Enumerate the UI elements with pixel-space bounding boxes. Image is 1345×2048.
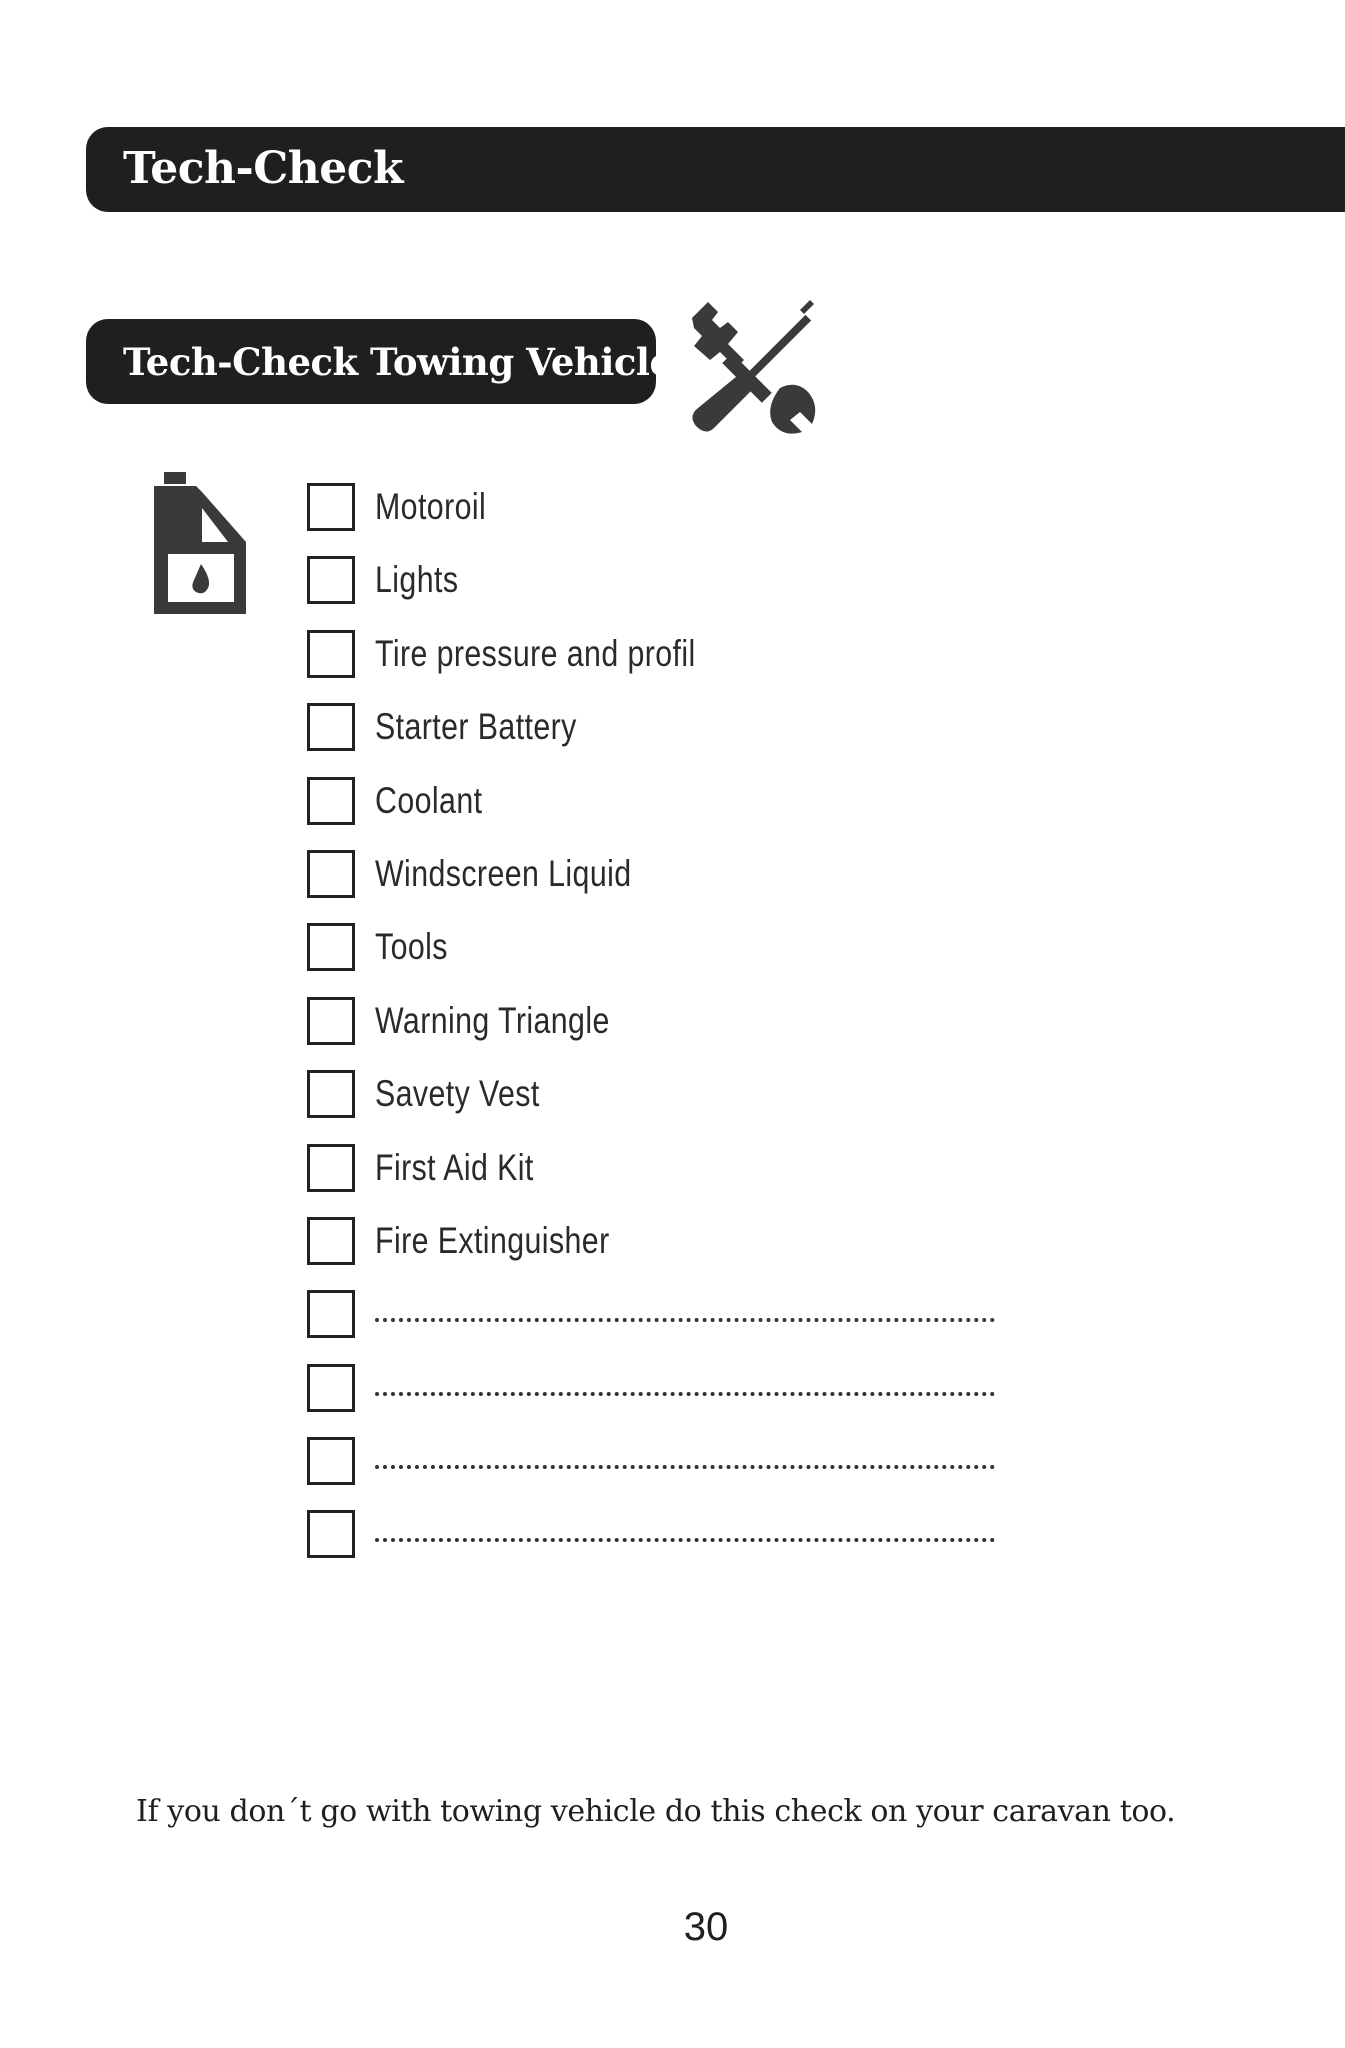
checklist-item [307,1070,995,1143]
checklist-item-label: Starter Battery [375,706,577,748]
blank-checklist-item [307,1437,995,1510]
dotted-write-in-line[interactable] [375,1318,995,1322]
checklist-item [307,703,995,776]
checklist-item-label: Tools [375,926,448,968]
checkbox[interactable] [307,1144,355,1192]
checklist-item-label: Lights [375,559,459,601]
checkbox[interactable] [307,703,355,751]
checkbox[interactable] [307,1070,355,1118]
page-header-bar [86,127,1345,212]
checklist-item [307,997,995,1070]
checkbox[interactable] [307,1290,355,1338]
blank-checklist-item [307,1290,995,1363]
checklist-item [307,1217,995,1290]
page-title: Tech-Check [123,143,404,194]
checklist-item-label: Motoroil [375,486,487,527]
checklist-item [307,850,995,923]
checklist-item-label: Fire Extinguisher [375,1219,610,1261]
checklist [307,483,995,1584]
checkbox[interactable] [307,1510,355,1558]
checklist-item-label: Savety Vest [375,1073,540,1115]
checklist-item [307,630,995,703]
checkbox[interactable] [307,1217,355,1265]
dotted-write-in-line[interactable] [375,1392,995,1396]
checklist-item [307,556,995,629]
checklist-item-label: Windscreen Liquid [375,852,632,894]
checklist-item [307,923,995,996]
checkbox[interactable] [307,630,355,678]
checkbox[interactable] [307,923,355,971]
checkbox[interactable] [307,556,355,604]
checklist-item [307,777,995,850]
dotted-write-in-line[interactable] [375,1538,995,1542]
checklist-item [307,1144,995,1217]
wrench-screwdriver-icon [684,296,824,436]
checklist-item-label: Warning Triangle [375,999,610,1041]
checkbox[interactable] [307,850,355,898]
blank-checklist-item [307,1510,995,1583]
checkbox[interactable] [307,483,355,531]
checklist-item-label: Coolant [375,779,483,821]
dotted-write-in-line[interactable] [375,1465,995,1469]
page-number: 30 [683,1905,729,1949]
blank-checklist-item [307,1364,995,1437]
checkbox[interactable] [307,997,355,1045]
section-header [86,319,673,404]
section-title: Tech-Check Towing Vehicle [123,340,673,384]
checklist-item [307,483,995,556]
footer-note: If you don´t go with towing vehicle do this check on your caravan too. [136,1794,1176,1829]
checkbox[interactable] [307,1364,355,1412]
checklist-item-label: Tire pressure and profil [375,632,696,674]
checkbox[interactable] [307,777,355,825]
oil-canister-icon [150,472,250,614]
checklist-item-label: First Aid Kit [375,1146,534,1188]
checkbox[interactable] [307,1437,355,1485]
